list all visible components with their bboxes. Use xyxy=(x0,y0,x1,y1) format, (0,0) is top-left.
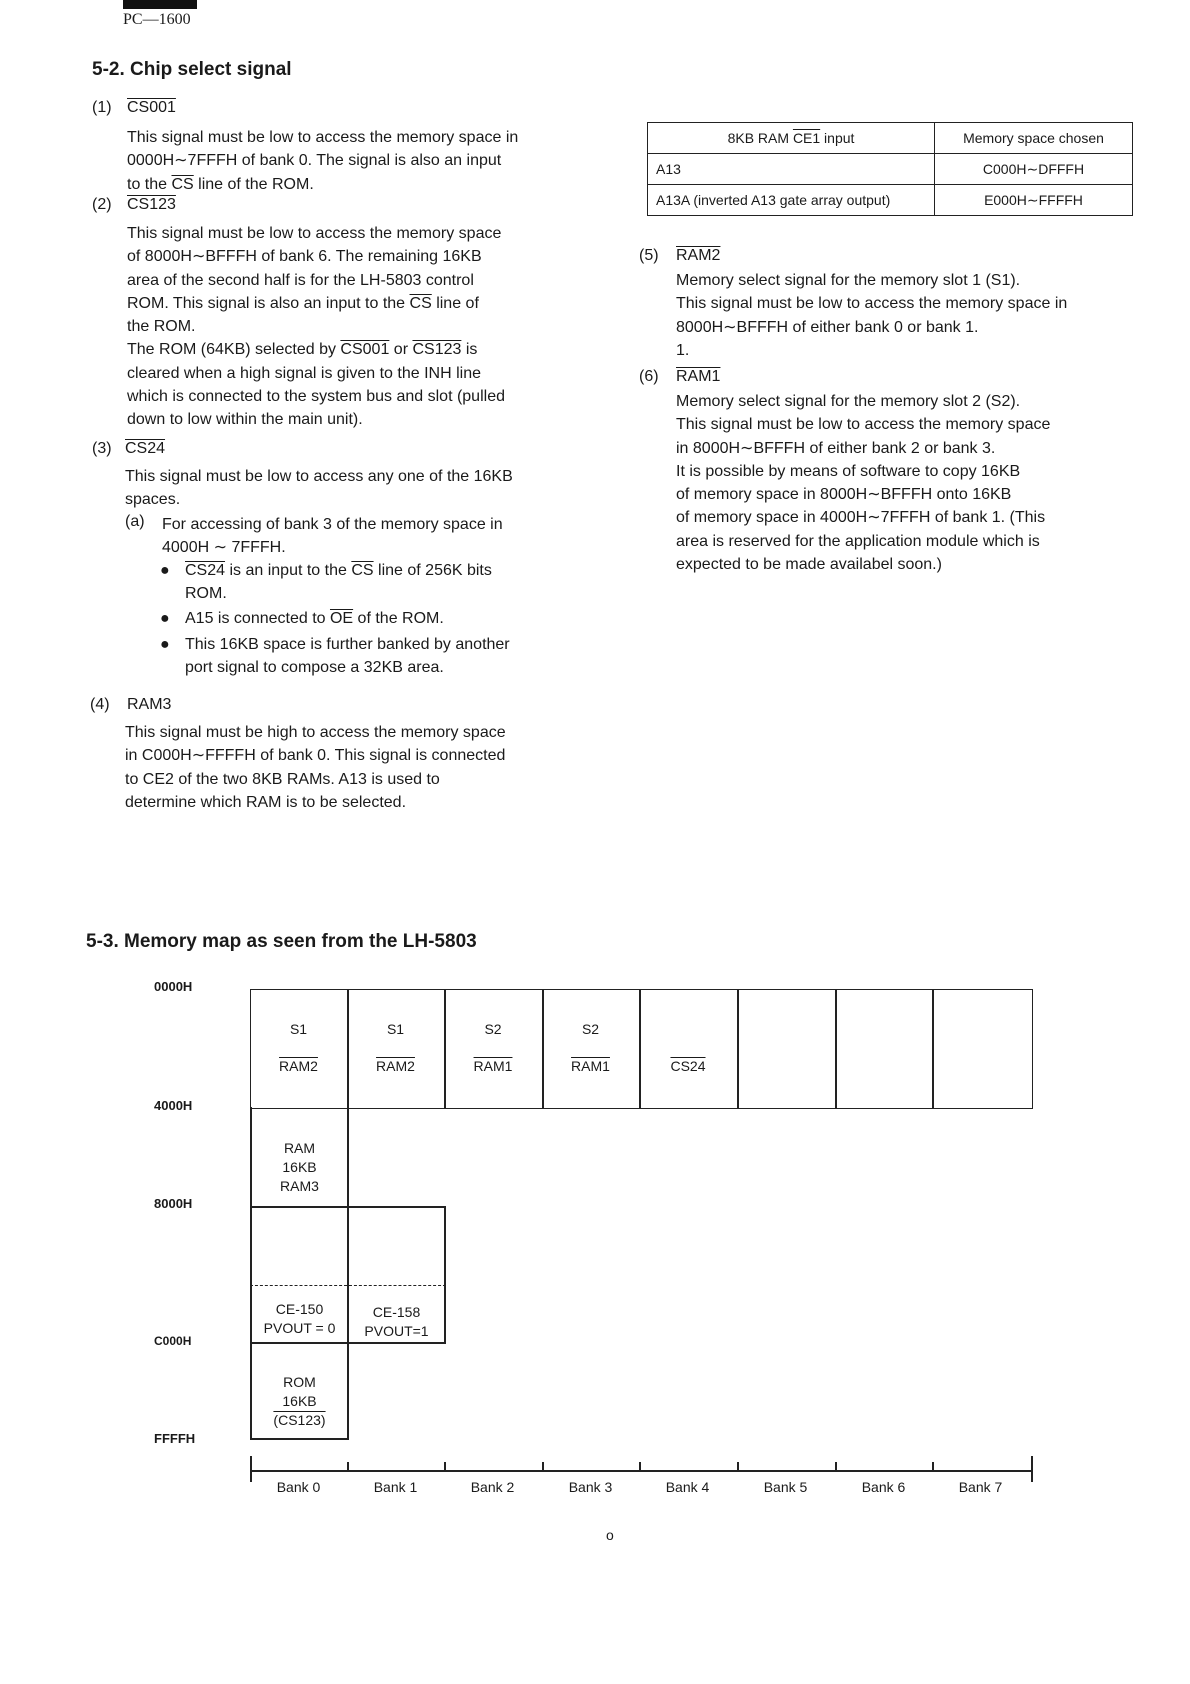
slot-name xyxy=(639,1020,737,1039)
bullet-dot: ● xyxy=(160,562,170,579)
bank-label: Bank 6 xyxy=(861,1479,906,1495)
axis-tick xyxy=(835,1462,837,1472)
dashed-divider xyxy=(250,1285,446,1286)
ce150-cell xyxy=(250,1300,349,1338)
bullet-1-line xyxy=(185,559,580,582)
ram-line: 16KB xyxy=(282,1159,317,1175)
item-3a-line: For accessing of bank 3 of the memory space in xyxy=(162,516,503,533)
divider xyxy=(932,989,934,1109)
item-2-line xyxy=(127,292,575,315)
text-run: 8KB RAM xyxy=(727,130,793,146)
text-run: is xyxy=(461,341,478,359)
table-cell: A13 xyxy=(648,154,935,185)
bullet-3-text xyxy=(160,633,580,680)
item-3-number: (3) xyxy=(92,440,112,457)
header-bar xyxy=(123,0,197,9)
item-2-description xyxy=(127,222,575,432)
ce1-signal: CE1 xyxy=(792,130,821,146)
axis-tick xyxy=(444,1462,446,1472)
item-2-number: (2) xyxy=(92,196,112,213)
item-5-description xyxy=(676,269,1130,362)
item-1-line xyxy=(127,173,575,196)
divider xyxy=(835,989,837,1109)
item-6-line: of memory space in 4000H∼7FFFH of bank 1. (This xyxy=(676,509,1046,527)
bank-label: Bank 1 xyxy=(373,1479,418,1495)
table-row xyxy=(648,185,1133,216)
item-3-label: CS24 xyxy=(125,440,166,457)
cs24-signal: CS24 xyxy=(185,562,226,579)
text-run: ROM. This signal is also an input to the xyxy=(127,294,410,312)
item-5-label: RAM2 xyxy=(676,247,721,264)
table-row xyxy=(648,123,1133,154)
axis-tick xyxy=(932,1462,934,1472)
text-run: A15 is connected to xyxy=(185,610,330,627)
ce158-line: PVOUT=1 xyxy=(364,1323,429,1339)
oe-signal: $\overline{OE}$ xyxy=(329,610,354,627)
cs123-signal: CS123 xyxy=(412,341,462,359)
item-2-label: CS123 xyxy=(127,196,176,213)
slot-signal: RAM1 xyxy=(571,1058,610,1074)
slot-signal: RAM1 xyxy=(473,1058,513,1074)
bank-label: Bank 4 xyxy=(665,1479,710,1495)
bullet-dot: ● xyxy=(160,636,170,653)
text-run: to the xyxy=(127,175,172,193)
slot-name: S1 xyxy=(386,1021,405,1037)
ce150-line: CE-150 xyxy=(275,1301,324,1317)
bullet-1 xyxy=(160,559,580,606)
bank1-bottom-edge xyxy=(347,1342,446,1344)
item-3-description xyxy=(125,465,575,512)
item-6-line: of memory space in 8000H∼BFFFH onto 16KB xyxy=(676,486,1012,504)
slot-bank4 xyxy=(639,1020,737,1076)
table-row xyxy=(648,154,1133,185)
divider xyxy=(737,989,739,1109)
item-3a-line: 4000H ∼ 7FFFH. xyxy=(162,539,286,557)
address-ffffh: FFFFH xyxy=(154,1431,196,1446)
item-3a-description xyxy=(162,513,575,560)
bank0-bottom-edge xyxy=(250,1438,349,1440)
table-cell: C000H∼DFFFH xyxy=(935,154,1133,185)
item-1-label: CS001 xyxy=(127,99,176,116)
item-2-line: of 8000H∼BFFFH of bank 6. The remaining 16KB xyxy=(127,248,482,266)
slot-name: S2 xyxy=(484,1021,502,1037)
slot-bank2 xyxy=(444,1020,542,1076)
cs001-signal: CS001 xyxy=(340,341,390,359)
table-header-input xyxy=(648,123,935,154)
bullet-2-text xyxy=(160,607,580,630)
text-run: of the ROM. xyxy=(353,610,444,627)
text-run: input xyxy=(820,130,855,146)
ce158-line: CE-158 xyxy=(372,1304,421,1320)
table-header-space: Memory space chosen xyxy=(935,123,1133,154)
ram3-cell xyxy=(250,1139,349,1196)
item-1-description xyxy=(127,126,575,196)
item-2-line: This signal must be low to access the memory space xyxy=(127,225,502,242)
text-run: line of 256K bits xyxy=(373,562,492,579)
slot-signal: RAM2 xyxy=(376,1058,415,1074)
item-4-line: determine which RAM is to be selected. xyxy=(125,793,407,811)
item-5-line: This signal must be low to access the memory space in xyxy=(676,295,1068,313)
boundary-c000h xyxy=(250,1342,349,1344)
rom-line: (CS123) xyxy=(273,1412,326,1428)
item-2-line xyxy=(127,338,575,361)
item-5-line: Memory select signal for the memory slot 1 (S1). xyxy=(676,272,1021,289)
item-2-line: cleared when a high signal is given to the INH line xyxy=(127,364,481,382)
item-6-number: (6) xyxy=(639,368,659,385)
ce150-line: PVOUT = 0 xyxy=(263,1320,336,1336)
slot-bank1 xyxy=(347,1020,444,1076)
address-8000h: 8000H xyxy=(154,1196,193,1211)
rom-line: 16KB xyxy=(282,1393,317,1409)
cs-signal: $\overline{CS}$ xyxy=(409,294,432,312)
boundary-8000h xyxy=(250,1206,446,1208)
bank1-right-edge xyxy=(444,1206,446,1343)
item-6-line: area is reserved for the application module which is xyxy=(676,532,1040,550)
ram-line: RAM3 xyxy=(280,1178,319,1194)
item-4-line: This signal must be high to access the memory space xyxy=(125,724,506,741)
axis-tick xyxy=(737,1462,739,1472)
address-c000h: C000H xyxy=(154,1334,192,1348)
ram-line: RAM xyxy=(283,1140,316,1156)
axis-tick xyxy=(1031,1456,1033,1482)
bank-label: Bank 2 xyxy=(470,1479,515,1495)
slot-signal: RAM2 xyxy=(279,1058,318,1074)
item-4-label: RAM3 xyxy=(127,696,172,713)
item-6-label: RAM1 xyxy=(676,368,721,385)
item-6-line: It is possible by means of software to copy 16KB xyxy=(676,462,1021,480)
slot-name: S2 xyxy=(581,1021,600,1037)
text-run: line of the ROM. xyxy=(193,175,314,193)
item-6-line: in 8000H∼BFFFH of either bank 2 or bank 3. xyxy=(676,439,996,457)
cs-signal: $\overline{CS}$ xyxy=(171,175,194,193)
table-cell: A13A (inverted A13 gate array output) xyxy=(648,185,935,216)
item-2-line: area of the second half is for the LH-5803 control xyxy=(127,271,474,289)
bank-label: Bank 5 xyxy=(763,1479,808,1495)
slot-bank3 xyxy=(542,1020,639,1076)
item-4-line: in C000H∼FFFFH of bank 0. This signal is connected xyxy=(125,747,506,765)
axis-tick xyxy=(347,1462,349,1472)
item-3-line: spaces. xyxy=(125,491,181,509)
bullet-2 xyxy=(160,607,580,630)
section-5-2-title: 5-2. Chip select signal xyxy=(92,59,292,80)
address-4000h: 4000H xyxy=(154,1098,193,1113)
item-3a-number: (a) xyxy=(125,513,145,530)
bullet-1-text xyxy=(160,559,580,606)
text-run: is an input to the xyxy=(225,562,352,579)
item-5-line: 8000H∼BFFFH of either bank 0 or bank 1. xyxy=(676,318,979,336)
bullet-3-line: port signal to compose a 32KB area. xyxy=(185,659,444,677)
ce158-cell xyxy=(349,1303,444,1341)
page-number: o xyxy=(606,1527,614,1543)
item-4-line: to CE2 of the two 8KB RAMs. A13 is used to xyxy=(125,770,440,788)
bullet-dot: ● xyxy=(160,610,170,627)
item-6-line: This signal must be low to access the memory space xyxy=(676,416,1051,434)
table-cell: E000H∼FFFFH xyxy=(935,185,1133,216)
bank-axis-line xyxy=(250,1470,1033,1472)
ram-ce1-table xyxy=(647,122,1133,216)
item-4-description xyxy=(125,721,575,814)
axis-tick xyxy=(542,1462,544,1472)
text-run: line of xyxy=(431,294,479,312)
bank-label: Bank 0 xyxy=(276,1479,321,1495)
item-2-line: which is connected to the system bus and slot (pulled xyxy=(127,388,505,406)
bullet-3 xyxy=(160,633,580,680)
bullet-3-line: This 16KB space is further banked by another xyxy=(185,636,510,653)
slot-name: S1 xyxy=(289,1021,308,1037)
slot-signal: CS24 xyxy=(670,1058,706,1074)
item-3-line: This signal must be low to access any one of the 16KB xyxy=(125,468,513,485)
item-4-number: (4) xyxy=(90,696,110,713)
text-run: or xyxy=(389,341,413,359)
text-run: The ROM (64KB) selected by xyxy=(127,341,341,359)
header-model: PC—1600 xyxy=(123,11,191,28)
item-5-number: (5) xyxy=(639,247,659,264)
item-6-line: Memory select signal for the memory slot 2 (S2). xyxy=(676,393,1021,410)
item-1-number: (1) xyxy=(92,99,112,116)
bank-label: Bank 7 xyxy=(958,1479,1003,1495)
address-0000h: 0000H xyxy=(154,979,193,994)
item-1-line: This signal must be low to access the memory space in xyxy=(127,129,519,146)
item-1-line: 0000H∼7FFFH of bank 0. The signal is also an input xyxy=(127,152,502,170)
bank-label: Bank 3 xyxy=(568,1479,613,1495)
rom-cell xyxy=(250,1373,349,1430)
rom-line: ROM xyxy=(283,1374,316,1390)
section-5-3-title: 5-3. Memory map as seen from the LH-5803 xyxy=(86,931,477,952)
item-6-line: expected to be made availabel soon.) xyxy=(676,556,942,574)
bullet-1-line: ROM. xyxy=(185,585,227,603)
item-2-line: the ROM. xyxy=(127,318,196,336)
item-6-description xyxy=(676,390,1130,576)
axis-tick xyxy=(639,1462,641,1472)
cs-signal: $\overline{CS}$ xyxy=(351,562,374,579)
item-5-line: 1. xyxy=(676,341,690,359)
item-2-line: down to low within the main unit). xyxy=(127,411,363,429)
slot-bank0 xyxy=(250,1020,347,1076)
